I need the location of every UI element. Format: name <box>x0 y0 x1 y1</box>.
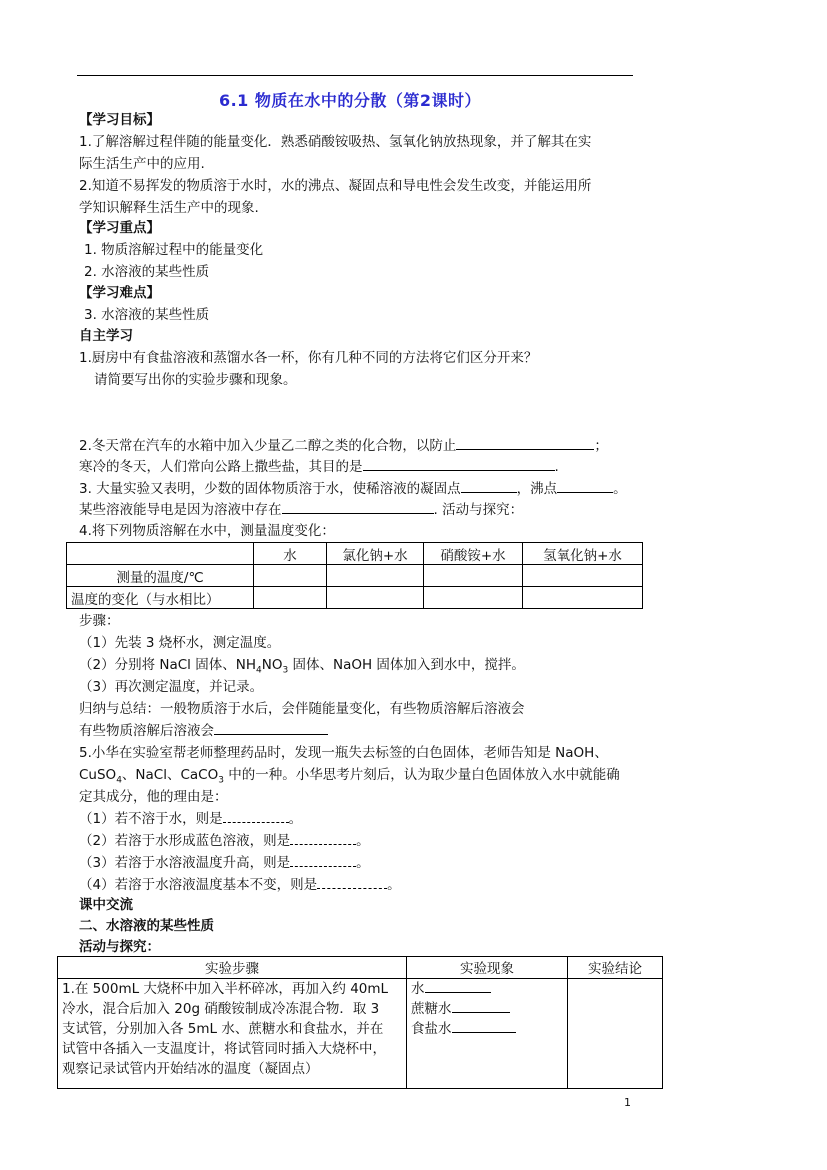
question-5-option-3: （3）若溶于水溶液温度升高，则是 。 <box>79 855 370 871</box>
objective-1b: 际生活生产中的应用. <box>79 156 205 172</box>
answer-blank[interactable] <box>290 831 356 845</box>
experiment-steps-cell <box>58 979 407 1089</box>
table-cell[interactable] <box>523 587 643 609</box>
question-1b: 请简要写出你的实验步骤和现象。 <box>94 372 297 388</box>
answer-blank[interactable] <box>317 875 387 889</box>
keypoints-heading: 【学习重点】 <box>79 220 160 236</box>
steps-heading: 步骤： <box>79 613 120 629</box>
keypoint-2: 2. 水溶液的某些性质 <box>84 264 210 280</box>
answer-blank[interactable] <box>425 979 491 993</box>
step-line: 1.在 500mL 大烧杯中加入半杯碎冰，再加入约 40mL <box>62 981 389 997</box>
table-row <box>67 543 643 565</box>
table-cell[interactable] <box>254 565 327 587</box>
conclusion-cell[interactable] <box>568 979 663 1089</box>
table-header: 水 <box>254 543 327 565</box>
table-header: 实验结论 <box>568 957 663 979</box>
table-cell[interactable] <box>327 587 424 609</box>
question-3b: 某些溶液能导电是因为溶液中存在 . 活动与探究： <box>79 502 524 518</box>
table-cell[interactable] <box>424 565 523 587</box>
step-2: （2）分别将 NaCl 固体、$NH_4NO_3$ 固体、NaOH 固体加入到水中，搅拌。 <box>79 657 525 676</box>
answer-blank[interactable] <box>290 853 356 867</box>
observation-cell <box>407 979 568 1089</box>
temperature-table <box>66 542 643 609</box>
table-header: 实验步骤 <box>58 957 407 979</box>
table-cell[interactable] <box>327 565 424 587</box>
activity-heading: 活动与探究： <box>79 939 160 955</box>
keypoint-1: 1. 物质溶解过程中的能量变化 <box>84 242 264 258</box>
table-cell[interactable] <box>254 587 327 609</box>
table-cell[interactable] <box>523 565 643 587</box>
answer-blank[interactable] <box>452 1019 516 1033</box>
observation-line: 蔗糖水 <box>411 999 563 1019</box>
question-5c: 定其成分，他的理由是： <box>79 789 228 805</box>
answer-blank[interactable] <box>461 479 517 493</box>
step-3: （3）再次测定温度，并记录。 <box>79 679 264 695</box>
table-cell[interactable] <box>424 587 523 609</box>
table-header: 硝酸铵+水 <box>424 543 523 565</box>
question-5a: 5.小华在实验室帮老师整理药品时，发现一瓶失去标签的白色固体，老师告知是 NaOH、 <box>79 745 608 761</box>
table-row <box>67 565 643 587</box>
table-row <box>67 587 643 609</box>
step-line: 观察记录试管内开始结冰的温度（凝固点） <box>62 1061 319 1077</box>
observation-line: 食盐水 <box>411 1019 563 1039</box>
class-heading: 课中交流 <box>79 897 133 913</box>
question-4: 4.将下列物质溶解在水中，测量温度变化： <box>79 523 335 539</box>
objective-2b: 学知识解释生活生产中的现象. <box>79 200 259 216</box>
question-1a: 1.厨房中有食盐溶液和蒸馏水各一杯，你有几种不同的方法将它们区分开来？ <box>79 350 538 366</box>
question-3a: 3. 大量实验又表明，少数的固体物质溶于水，使稀溶液的凝固点 ，沸点 。 <box>79 481 627 497</box>
section-2-heading: 二、水溶液的某些性质 <box>79 918 214 934</box>
experiment-table <box>57 956 663 1089</box>
table-header: 氯化钠+水 <box>327 543 424 565</box>
question-2b: 寒冷的冬天，人们常向公路上撒些盐，其目的是 . <box>79 459 559 475</box>
page-title: 6.1 物质在水中的分散（第2课时） <box>218 91 482 110</box>
answer-blank[interactable] <box>282 500 434 514</box>
objective-2a: 2.知道不易挥发的物质溶于水时，水的沸点、凝固点和导电性会发生改变，并能运用所 <box>79 178 592 194</box>
answer-blank[interactable] <box>363 457 555 471</box>
page-number: 1 <box>624 1096 631 1109</box>
header-rule <box>77 75 633 76</box>
step-line: 支试管，分别加入各 5mL 水、蔗糖水和食盐水，并在 <box>62 1021 384 1037</box>
answer-blank[interactable] <box>456 436 594 450</box>
step-line: 冷水，混合后加入 20g 硝酸铵制成冷冻混合物．取 3 <box>62 1001 380 1017</box>
row-label: 测量的温度/℃ <box>67 565 254 587</box>
table-header <box>67 543 254 565</box>
summary-b: 有些物质溶解后溶液会 <box>79 721 328 741</box>
step-1: （1）先装 3 烧杯水，测定温度。 <box>79 635 281 651</box>
table-row <box>58 979 663 1089</box>
question-5-option-2: （2）若溶于水形成蓝色溶液，则是 。 <box>79 833 370 849</box>
question-2a: 2.冬天常在汽车的水箱中加入少量乙二醇之类的化合物，以防止 ； <box>79 438 608 454</box>
objective-1a: 1.了解溶解过程伴随的能量变化．熟悉硝酸铵吸热、氢氧化钠放热现象，并了解其在实 <box>79 134 592 150</box>
answer-blank[interactable] <box>214 721 328 735</box>
question-5-option-1: （1）若不溶于水，则是 。 <box>79 811 303 827</box>
row-label: 温度的变化（与水相比） <box>67 587 254 609</box>
question-5-option-4: （4）若溶于水溶液温度基本不变，则是 。 <box>79 877 401 893</box>
objectives-heading: 【学习目标】 <box>79 112 160 128</box>
answer-blank[interactable] <box>223 809 289 823</box>
answer-blank[interactable] <box>452 999 510 1013</box>
summary-a: 归纳与总结：一般物质溶于水后，会伴随能量变化，有些物质溶解后溶液会 <box>79 701 525 717</box>
self-study-heading: 自主学习 <box>79 328 133 344</box>
step-line: 试管中各插入一支温度计，将试管同时插入大烧杯中， <box>62 1041 386 1057</box>
observation-line: 水 <box>411 979 563 999</box>
table-row <box>58 957 663 979</box>
answer-blank[interactable] <box>557 479 613 493</box>
question-5b: CuSO$_4$、NaCl、CaCO$_3$ 中的一种。小华思考片刻后，认为取少量白色固体放入水中就能确 <box>79 767 620 786</box>
table-header: 实验现象 <box>407 957 568 979</box>
difficulty-1: 3. 水溶液的某些性质 <box>84 307 210 323</box>
table-header: 氢氧化钠+水 <box>523 543 643 565</box>
difficulty-heading: 【学习难点】 <box>79 285 160 301</box>
